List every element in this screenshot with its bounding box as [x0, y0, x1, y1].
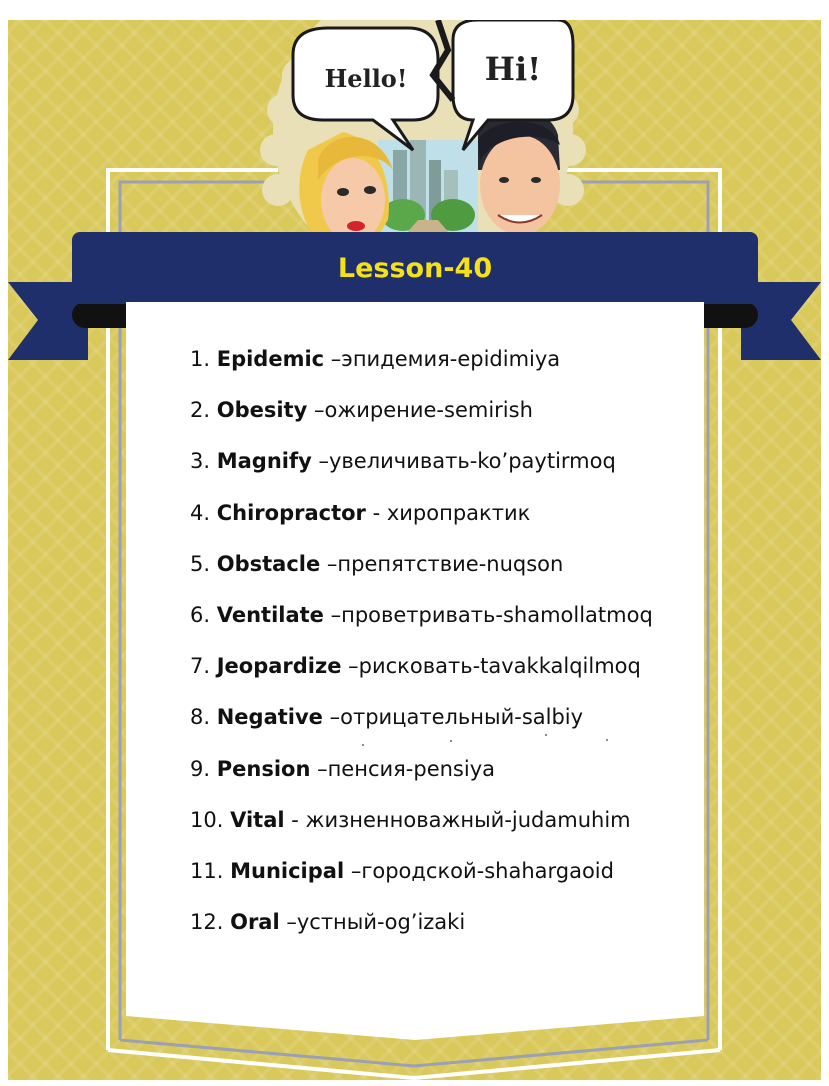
vocab-number: 6. — [190, 602, 211, 627]
vocab-item — [190, 903, 653, 954]
speck — [362, 744, 364, 746]
vocab-item — [190, 494, 653, 545]
vocab-translation: –устный-og’izaki — [279, 910, 466, 935]
vocab-translation: –отрицательный-salbiy — [322, 705, 584, 730]
vocab-item — [190, 545, 653, 596]
vocab-number: 11. — [190, 858, 224, 883]
vocab-number: 10. — [190, 807, 224, 832]
speech-right-text: Hi! — [484, 50, 542, 88]
vocab-item — [190, 391, 653, 442]
vocab-translation: –ожирение-semirish — [307, 398, 533, 423]
vocab-item — [190, 698, 653, 749]
vocab-number: 1. — [190, 347, 211, 371]
vocab-term: Oral — [230, 910, 280, 935]
vocab-number: 8. — [190, 705, 211, 730]
vocab-translation: –эпидемия-epidimiya — [324, 347, 561, 371]
vocab-item — [190, 801, 653, 852]
vocab-number: 9. — [190, 756, 211, 781]
vocab-number: 12. — [190, 910, 224, 935]
vocab-number: 4. — [190, 500, 211, 525]
speck — [450, 740, 452, 742]
vocab-item — [190, 647, 653, 698]
vocab-term: Obstacle — [216, 551, 321, 576]
vocab-term: Municipal — [230, 858, 345, 883]
vocab-translation: - хиропрактик — [365, 500, 531, 525]
speck — [545, 734, 547, 736]
vocab-translation: –рисковать-tavakkalqilmoq — [341, 654, 641, 679]
vocab-translation: –проветривать-shamollatmoq — [323, 602, 653, 627]
vocab-number: 5. — [190, 551, 211, 576]
vocab-term: Magnify — [216, 449, 312, 474]
vocab-item — [190, 596, 653, 647]
vocab-item — [190, 340, 653, 391]
vocab-number: 3. — [190, 449, 211, 474]
speech-left-text: Hello! — [324, 64, 408, 93]
vocab-item — [190, 442, 653, 493]
vocab-number: 2. — [190, 398, 211, 423]
vocab-term: Vital — [230, 807, 285, 832]
lesson-title: Lesson-40 — [337, 252, 493, 284]
vocab-translation: - жизненноважный-judamuhim — [284, 807, 631, 832]
vocab-term: Epidemic — [216, 347, 325, 371]
vocab-translation: –городской-shahargaoid — [344, 858, 614, 883]
vocab-item — [190, 852, 653, 903]
vocab-term: Pension — [216, 756, 311, 781]
vocab-term: Chiropractor — [216, 500, 366, 525]
vocab-term: Ventilate — [216, 602, 324, 627]
speck — [606, 739, 608, 741]
vocabulary-list — [190, 340, 653, 954]
vocab-translation: –увеличивать-ko’paytirmoq — [311, 449, 616, 474]
vocab-translation: –препятствие-nuqson — [320, 551, 564, 576]
vocab-term: Negative — [216, 705, 323, 730]
vocab-term: Obesity — [216, 398, 308, 423]
vocab-number: 7. — [190, 654, 211, 679]
vocab-term: Jeopardize — [216, 654, 342, 679]
vocab-item — [190, 750, 653, 801]
vocab-translation: –пенсия-pensiya — [310, 756, 495, 781]
